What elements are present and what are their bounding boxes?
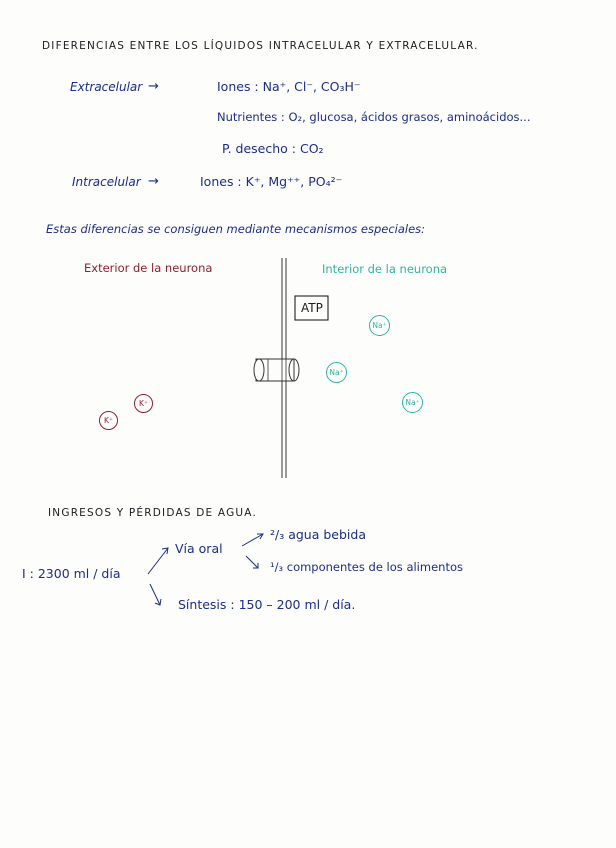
section-title-liquids: DIFERENCIAS ENTRE LOS LÍQUIDOS INTRACELULAR Y EXTRACELULAR. — [42, 40, 479, 52]
atp-label: ATP — [301, 301, 323, 315]
extracelular-label: Extracelular — [70, 80, 143, 94]
na-ion-icon: Na⁺ — [402, 392, 423, 413]
extracelular-desecho: P. desecho : CO₂ — [222, 141, 324, 156]
extracelular-nutrientes: Nutrientes : O₂, glucosa, ácidos grasos, aminoácidos... — [217, 110, 531, 124]
k-ion-icon: K⁺ — [99, 411, 118, 430]
agua-bebida-label: ²/₃ agua bebida — [270, 527, 366, 542]
extracelular-iones: Iones : Na⁺, Cl⁻, CO₃H⁻ — [217, 79, 361, 94]
interior-neurona-label: Interior de la neurona — [322, 262, 448, 276]
arrow-to-via-oral — [148, 548, 168, 574]
arrow-right-icon: → — [148, 174, 159, 189]
intracelular-iones: Iones : K⁺, Mg⁺⁺, PO₄²⁻ — [200, 174, 343, 189]
arrow-to-agua-bebida — [242, 534, 263, 546]
na-ion-icon: Na⁺ — [326, 362, 347, 383]
intracelular-label: Intracelular — [72, 175, 141, 189]
sintesis-label: Síntesis : 150 – 200 ml / día. — [178, 597, 356, 612]
na-ion-icon: Na⁺ — [369, 315, 390, 336]
section-title-agua: INGRESOS Y PÉRDIDAS DE AGUA. — [48, 507, 258, 519]
componentes-alimentos-label: ¹/₃ componentes de los alimentos — [270, 560, 463, 574]
k-ion-icon: K⁺ — [134, 394, 153, 413]
via-oral-label: Vía oral — [175, 541, 223, 556]
mechanisms-text: Estas diferencias se consiguen mediante mecanismos especiales: — [46, 222, 426, 236]
exterior-neurona-label: Exterior de la neurona — [84, 261, 213, 275]
arrow-to-sintesis — [150, 584, 160, 605]
arrow-to-componentes — [246, 556, 258, 568]
arrow-right-icon: → — [148, 79, 159, 94]
ingreso-total: I : 2300 ml / día — [22, 566, 121, 581]
